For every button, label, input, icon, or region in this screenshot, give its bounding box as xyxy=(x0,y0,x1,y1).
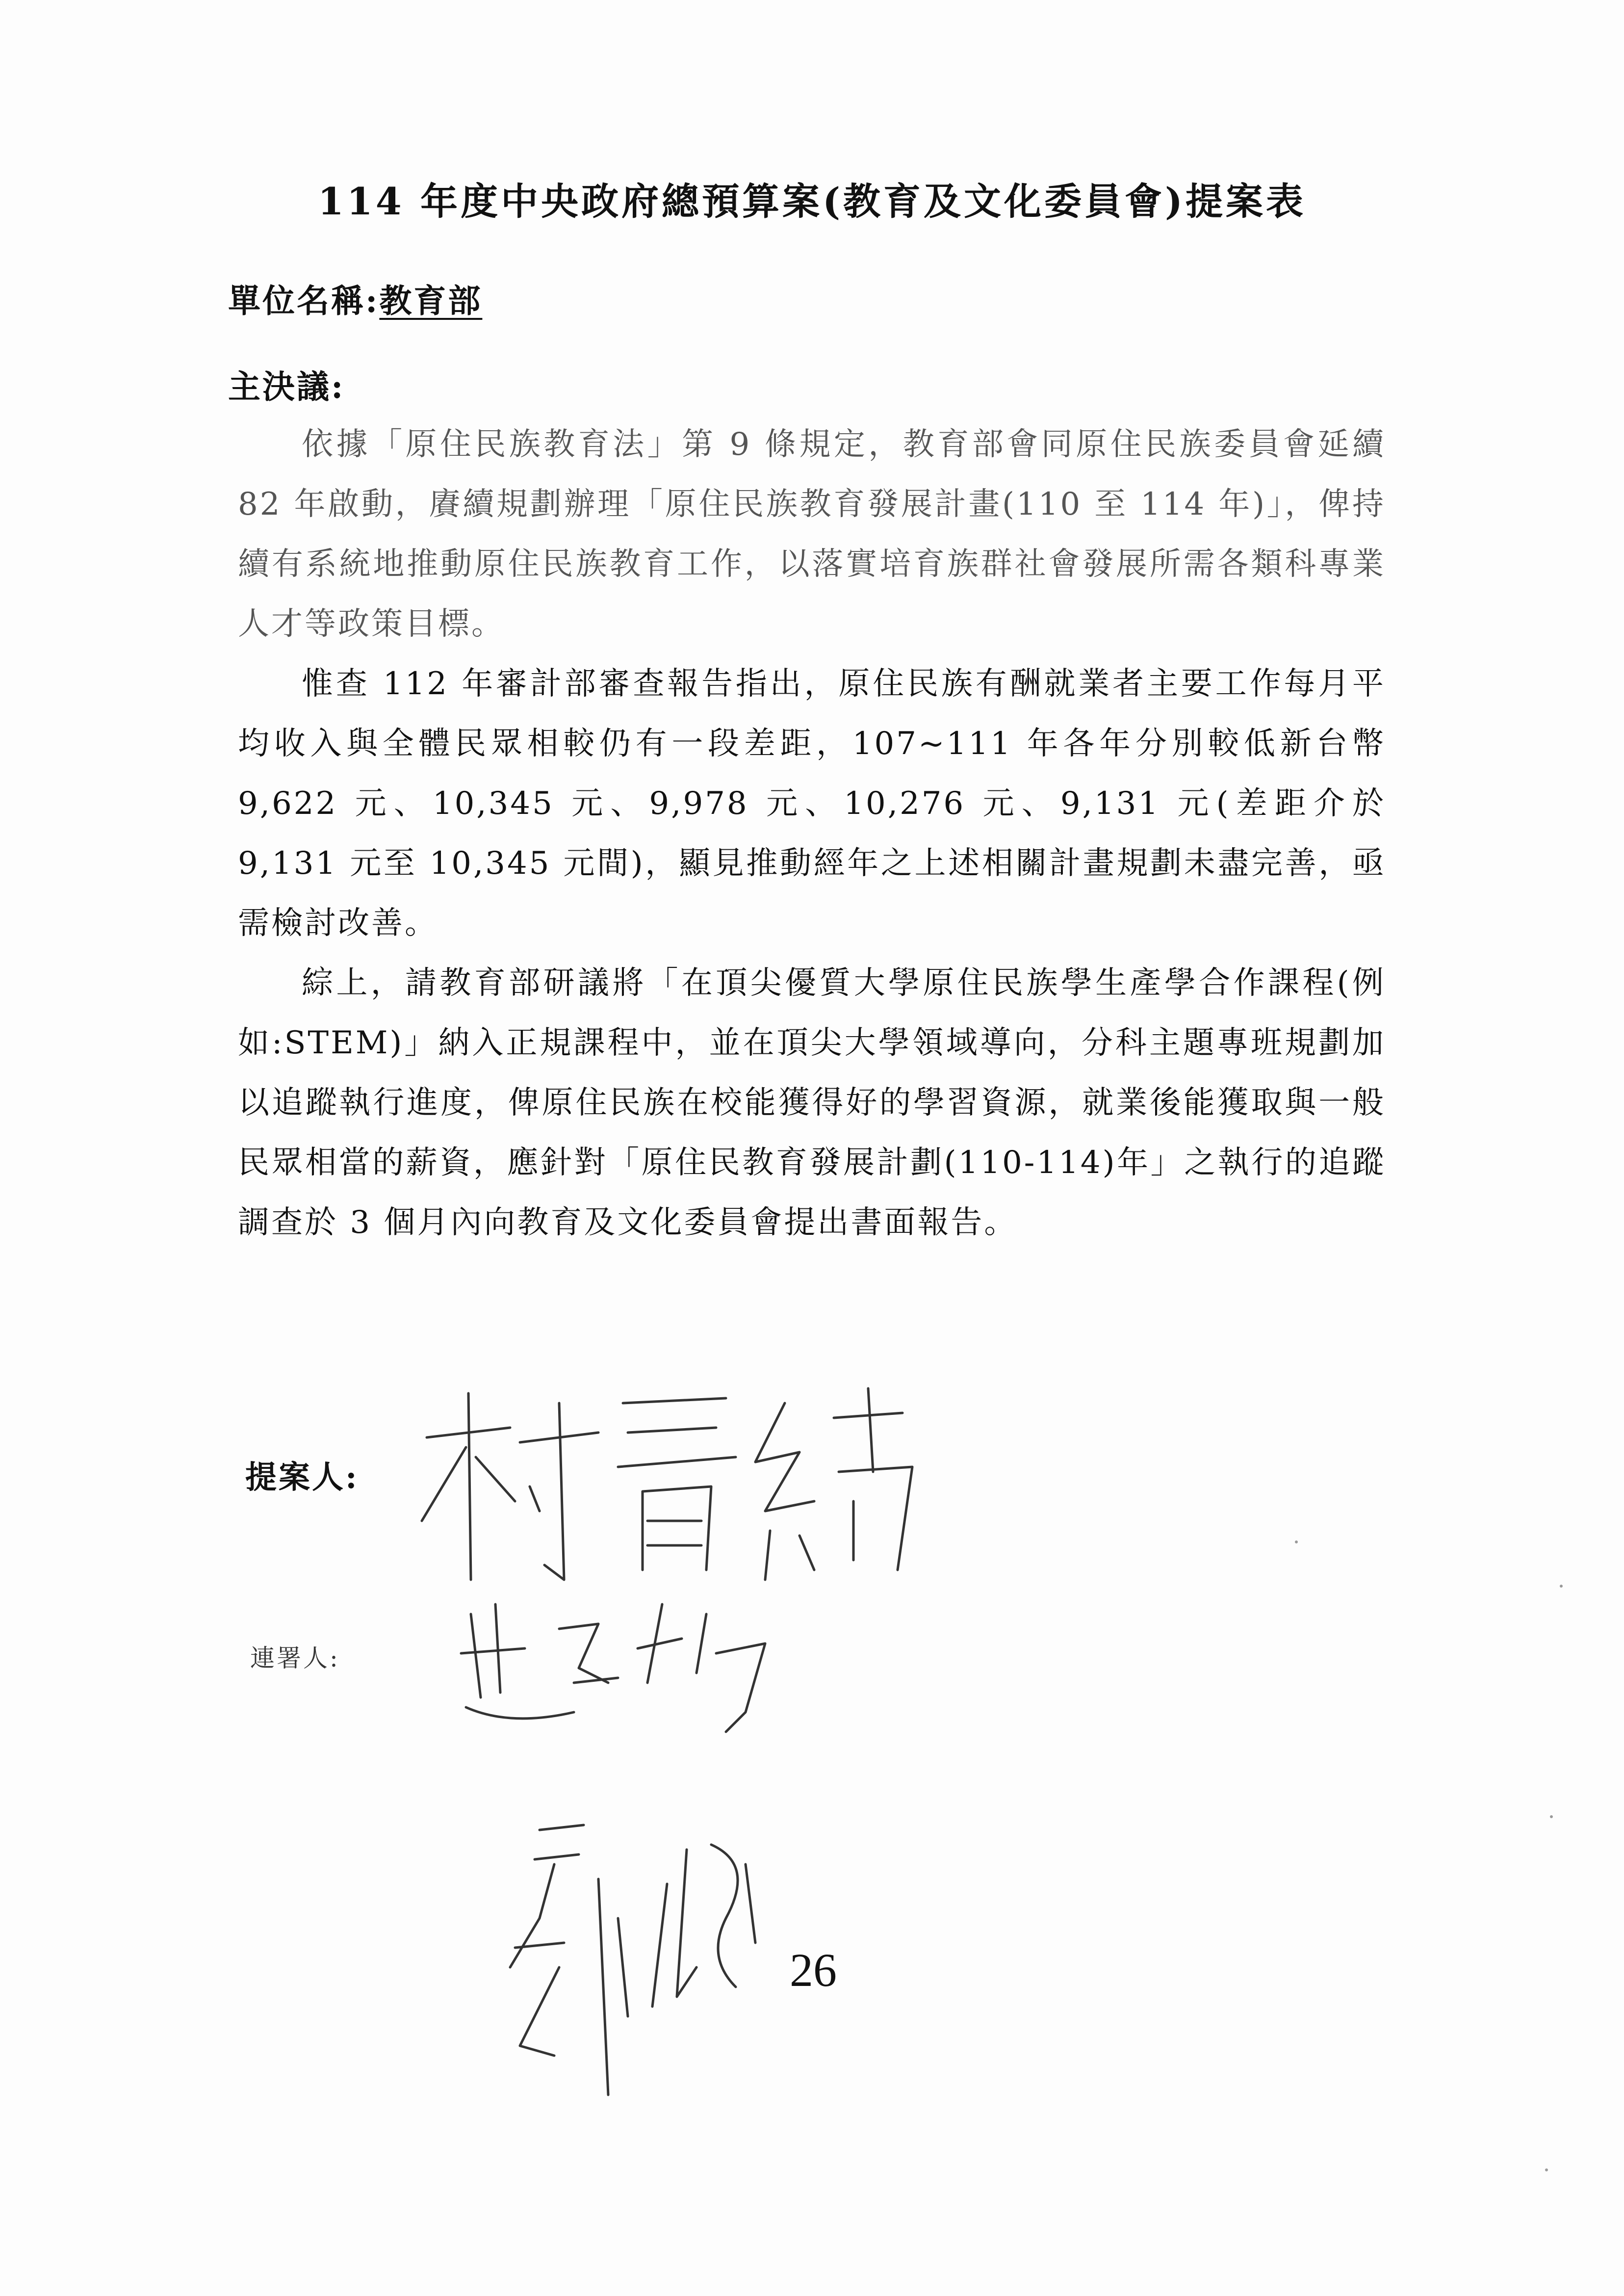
resolution-body xyxy=(238,415,1386,1252)
paragraph-1: 依據「原住民族教育法」第 9 條規定，教育部會同原住民族委員會延續 82 年啟動，賡續規劃辦理「原住民族教育發展計畫(110 至 114 年)」，俾持續有系統地推動原住民族教育工作，以落實培育族群社會發展所需各類科專業人才等政策目標。 xyxy=(238,426,1386,642)
unit-value: 教育部 xyxy=(379,282,483,320)
signature-stroke xyxy=(520,1403,598,1580)
signature-stroke xyxy=(638,1604,765,1732)
unit-label: 單位名稱: xyxy=(228,282,380,320)
document-title: 114 年度中央政府總預算案(教育及文化委員會)提案表 xyxy=(317,180,1307,223)
paragraph-3: 綜上，請教育部研議將「在頂尖優質大學原住民族學生產學合作課程(例如:STEM)」納入正規課程中，並在頂尖大學領域導向，分科主題專班規劃加以追蹤執行進度，俾原住民族在校能獲得好的學習資源，就業後能獲取與一般民眾相當的薪資，應針對「原住民教育發展計劃(110-114)年」之執行的追蹤調查於 3 個月內向教育及文化委員會提出書面報告。 xyxy=(238,965,1386,1241)
signature-stroke xyxy=(422,1393,515,1580)
scan-speck xyxy=(1295,1540,1298,1543)
signature-stroke xyxy=(559,1624,618,1683)
proposer-signature xyxy=(412,1374,932,1599)
paragraph-2: 惟查 112 年審計部審查報告指出，原住民族有酬就業者主要工作每月平均收入與全體民眾相較仍有一段差距，107~111 年各年分別較低新台幣 9,622 元、10,345 元、9,978 元、10,276 元、9,131 元(差距介於 9,131 元至 10,345 元間)，顯見推動經年之上述相關計畫規劃未盡完善，亟需檢討改善。 xyxy=(238,666,1386,941)
unit-line xyxy=(228,275,482,321)
signature-stroke xyxy=(461,1604,574,1719)
signature-stroke xyxy=(618,1398,736,1570)
signature-stroke xyxy=(652,1845,755,2007)
signature-stroke xyxy=(510,1825,584,2056)
cosigner-label: 連署人: xyxy=(250,1644,340,1672)
page-number: 26 xyxy=(790,1944,837,1996)
signature-stroke xyxy=(755,1388,912,1580)
proposer-label: 提案人: xyxy=(245,1459,359,1496)
scan-speck xyxy=(1550,1815,1553,1818)
cosigner-signature-1 xyxy=(451,1585,804,1742)
cosigner-signature-2 xyxy=(481,1820,824,2124)
scan-speck xyxy=(1560,1585,1563,1588)
signature-stroke xyxy=(598,1879,628,2095)
resolution-heading: 主決議: xyxy=(228,367,345,406)
scan-speck xyxy=(1545,2168,1548,2171)
